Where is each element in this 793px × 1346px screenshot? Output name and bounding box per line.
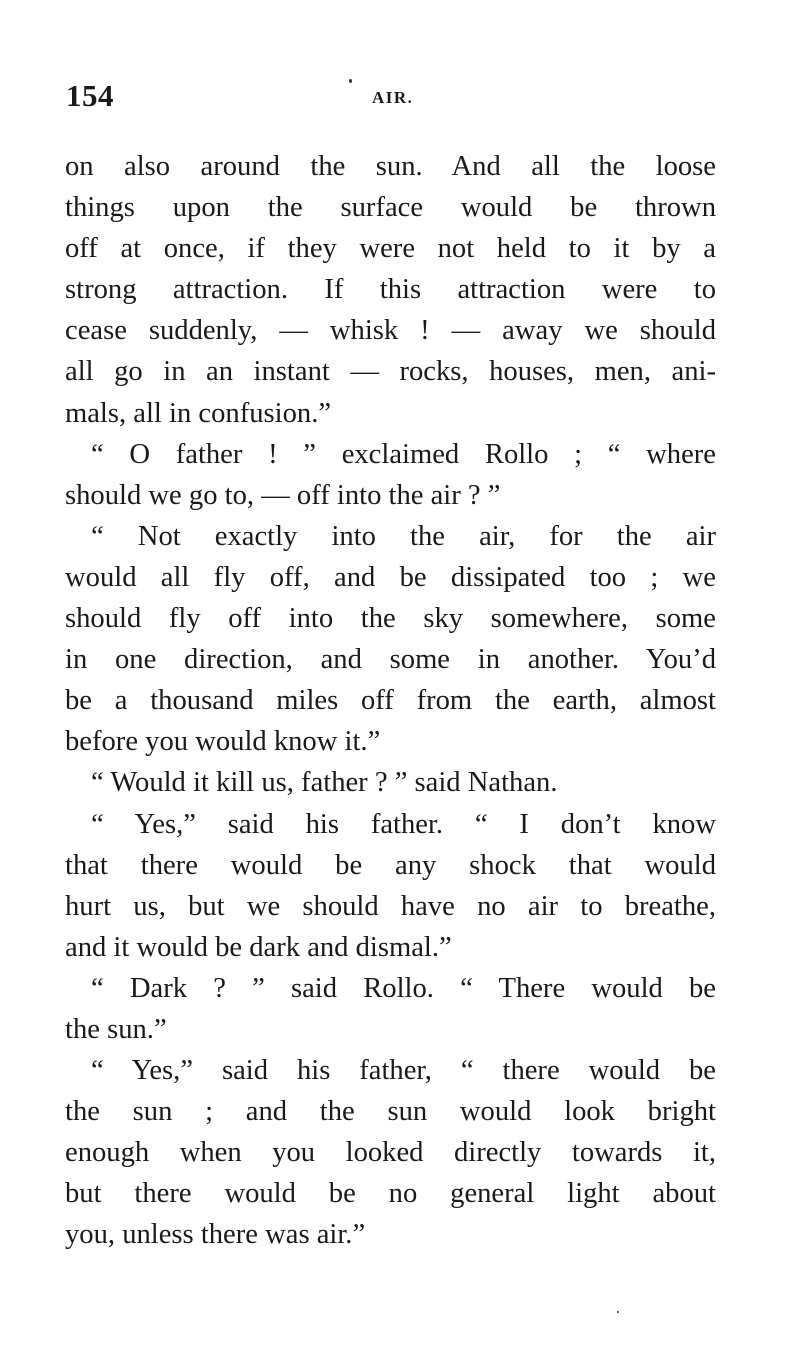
- text-line: cease suddenly, — whisk ! — away we should: [65, 315, 716, 347]
- text-line: “ Not exactly into the air, for the air: [91, 520, 716, 552]
- paragraph: [65, 1050, 716, 1255]
- text-line: be a thousand miles off from the earth, almost: [65, 685, 716, 717]
- text-line: strong attraction. If this attraction were to: [65, 274, 716, 306]
- paragraph: [65, 804, 716, 968]
- text-line: all go in an instant — rocks, houses, men, ani-: [65, 356, 716, 388]
- paragraph: [65, 434, 716, 516]
- print-speck: [617, 1311, 619, 1313]
- text-line: hurt us, but we should have no air to breathe,: [65, 890, 716, 922]
- text-line: before you would know it.”: [65, 726, 381, 758]
- text-line: “ Yes,” said his father. “ I don’t know: [91, 808, 716, 840]
- page-header: [0, 78, 793, 118]
- page-number: 154: [66, 78, 114, 113]
- text-line: in one direction, and some in another. You’d: [65, 644, 716, 676]
- text-line: “ Yes,” said his father, “ there would be: [91, 1055, 716, 1087]
- paragraph: [65, 516, 716, 763]
- text-line: and it would be dark and dismal.”: [65, 931, 452, 963]
- text-line: “ O father ! ” exclaimed Rollo ; “ where: [91, 438, 716, 470]
- running-title: AIR.: [372, 88, 414, 107]
- text-line: the sun.”: [65, 1013, 167, 1045]
- body-text: [65, 146, 716, 1256]
- text-line: enough when you looked directly towards it,: [65, 1137, 716, 1169]
- text-line: should fly off into the sky somewhere, some: [65, 603, 716, 635]
- text-line: that there would be any shock that would: [65, 849, 716, 881]
- text-line: should we go to, — off into the air ? ”: [65, 479, 501, 511]
- text-line: but there would be no general light about: [65, 1178, 716, 1210]
- text-line: on also around the sun. And all the loose: [65, 151, 716, 182]
- text-line: the sun ; and the sun would look bright: [65, 1096, 716, 1128]
- paragraph: [65, 146, 716, 434]
- paragraph: [65, 762, 716, 803]
- text-line: would all fly off, and be dissipated too ; we: [65, 561, 716, 593]
- text-line: things upon the surface would be thrown: [65, 192, 716, 224]
- paragraph: [65, 968, 716, 1050]
- text-line: “ Would it kill us, father ? ” said Nathan.: [91, 767, 558, 799]
- text-line: mals, all in confusion.”: [65, 397, 332, 429]
- print-speck: [349, 79, 352, 83]
- text-line: “ Dark ? ” said Rollo. “ There would be: [91, 972, 716, 1004]
- text-line: you, unless there was air.”: [65, 1219, 366, 1251]
- text-line: off at once, if they were not held to it by a: [65, 233, 716, 265]
